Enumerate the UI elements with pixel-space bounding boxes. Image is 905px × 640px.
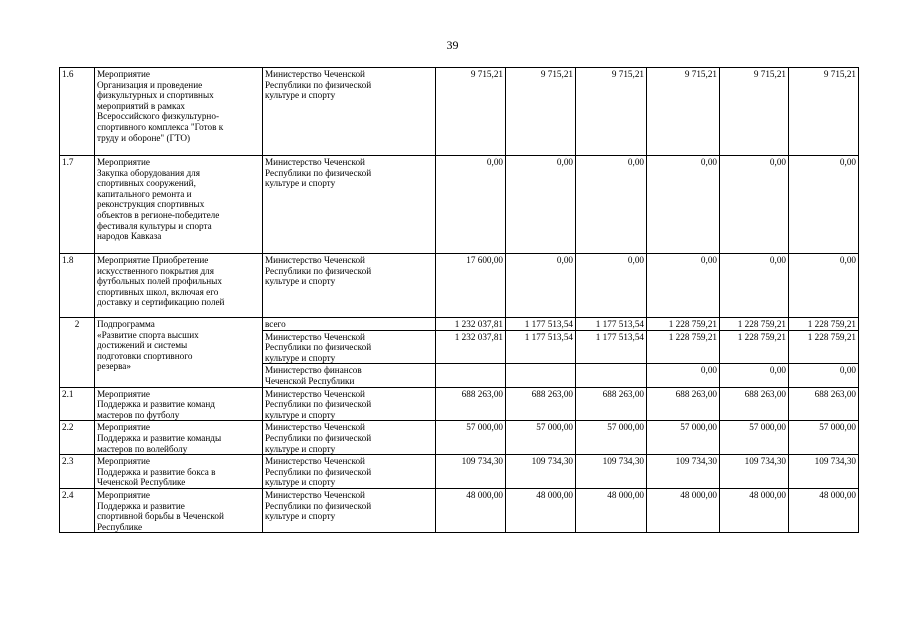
value-cell	[436, 364, 506, 387]
text-line: фестиваля культуры и спорта	[97, 220, 212, 231]
value-cell: 17 600,00	[436, 254, 506, 318]
value-cell: 109 734,30	[576, 455, 647, 489]
text-line: спортивных школ, включая его	[97, 286, 219, 297]
text-line: объектов в регионе-победителе	[97, 209, 220, 220]
value-cell: 1 177 513,54	[576, 330, 647, 364]
text-line: Подпрограмма	[97, 319, 155, 329]
value-cell: 0,00	[720, 156, 789, 254]
executor-cell	[263, 318, 436, 331]
text-line: мероприятий в рамках	[97, 100, 185, 111]
executor-cell	[263, 254, 436, 318]
value-cell: 48 000,00	[647, 488, 720, 532]
text-line: Министерство Чеченской	[265, 489, 365, 500]
value-cell: 0,00	[720, 254, 789, 318]
value-cell: 57 000,00	[436, 421, 506, 455]
text-line: доставку и сертификацию полей	[97, 297, 225, 308]
text-line: реконструкция спортивных	[97, 199, 205, 210]
value-cell: 1 228 759,21	[720, 330, 789, 364]
value-cell: 1 177 513,54	[576, 318, 647, 331]
event-cell	[95, 318, 263, 388]
row-number: 1.6	[60, 68, 95, 156]
text-line: Мероприятие	[97, 388, 150, 399]
text-line: культуре и спорту	[265, 90, 336, 101]
value-cell: 1 228 759,21	[789, 318, 859, 331]
text-line: культуре и спорту	[265, 276, 336, 287]
event-cell	[95, 254, 263, 318]
text-line: Республики по физической	[265, 500, 372, 511]
row-number: 2.3	[60, 455, 95, 489]
value-cell: 57 000,00	[576, 421, 647, 455]
text-line: Чеченской Республики	[265, 375, 355, 386]
text-line: Министерство Чеченской	[265, 69, 365, 79]
page-number: 39	[446, 38, 459, 52]
text-line: культуре и спорту	[265, 178, 336, 189]
text-line: Министерство Чеченской	[265, 422, 365, 433]
text-line: Министерство Чеченской	[265, 157, 365, 167]
table-row	[60, 387, 859, 421]
value-cell: 688 263,00	[647, 387, 720, 421]
value-cell: 9 715,21	[647, 68, 720, 156]
text-line: достижений и системы	[97, 340, 188, 351]
executor-cell	[263, 68, 436, 156]
text-line: Республики по физической	[265, 342, 372, 353]
text-line: Мероприятие	[97, 489, 150, 500]
text-line: Организация и проведение	[97, 79, 203, 90]
text-line: культуре и спорту	[265, 409, 336, 420]
value-cell: 0,00	[789, 254, 859, 318]
event-cell	[95, 488, 263, 532]
text-line: Министерство Чеченской	[265, 255, 365, 265]
text-line: культуре и спорту	[265, 443, 336, 454]
value-cell: 109 734,30	[436, 455, 506, 489]
text-line: культуре и спорту	[265, 352, 336, 363]
text-line: резерва»	[97, 361, 131, 372]
value-cell: 688 263,00	[506, 387, 576, 421]
value-cell: 9 715,21	[576, 68, 647, 156]
value-cell: 109 734,30	[789, 455, 859, 489]
value-cell: 109 734,30	[506, 455, 576, 489]
text-line: Поддержка и развитие команд	[97, 399, 215, 410]
value-cell: 1 177 513,54	[506, 330, 576, 364]
text-line: Республики по физической	[265, 466, 372, 477]
value-cell: 0,00	[506, 254, 576, 318]
text-line: всего	[265, 319, 286, 329]
value-cell: 48 000,00	[436, 488, 506, 532]
value-cell: 0,00	[647, 364, 720, 387]
text-line: труду и обороне" (ГТО)	[97, 132, 191, 143]
row-number: 2.1	[60, 387, 95, 421]
value-cell: 0,00	[576, 156, 647, 254]
text-line: Мероприятие	[97, 69, 150, 79]
executor-cell	[263, 421, 436, 455]
value-cell: 9 715,21	[436, 68, 506, 156]
table-row	[60, 455, 859, 489]
text-line: Министерство Чеченской	[265, 331, 365, 342]
value-cell	[576, 364, 647, 387]
value-cell: 109 734,30	[720, 455, 789, 489]
event-cell	[95, 387, 263, 421]
text-line: Министерство Чеченской	[265, 388, 365, 399]
table-row	[60, 421, 859, 455]
text-line: «Развитие спорта высших	[97, 329, 199, 340]
value-cell: 48 000,00	[720, 488, 789, 532]
value-cell: 57 000,00	[789, 421, 859, 455]
text-line: Республике	[97, 521, 143, 532]
row-number: 2.4	[60, 488, 95, 532]
text-line: физкультурных и спортивных	[97, 90, 214, 101]
value-cell: 0,00	[720, 364, 789, 387]
value-cell: 1 177 513,54	[506, 318, 576, 331]
text-line: Министерство финансов	[265, 365, 362, 376]
value-cell: 9 715,21	[720, 68, 789, 156]
value-cell: 688 263,00	[576, 387, 647, 421]
text-line: мастеров по волейболу	[97, 443, 188, 454]
text-line: Республики по физической	[265, 79, 372, 90]
value-cell: 0,00	[647, 156, 720, 254]
value-cell: 688 263,00	[789, 387, 859, 421]
text-line: футбольных полей профильных	[97, 276, 222, 287]
text-line: Республики по физической	[265, 432, 372, 443]
value-cell: 0,00	[506, 156, 576, 254]
executor-cell	[263, 455, 436, 489]
event-cell	[95, 455, 263, 489]
text-line: Закупка оборудования для	[97, 167, 200, 178]
text-line: Поддержка и развитие бокса в	[97, 466, 216, 477]
value-cell: 48 000,00	[576, 488, 647, 532]
value-cell: 1 232 037,81	[436, 330, 506, 364]
value-cell: 1 228 759,21	[647, 330, 720, 364]
text-line: Мероприятие	[97, 422, 150, 433]
event-cell	[95, 68, 263, 156]
table-row	[60, 156, 859, 254]
value-cell: 57 000,00	[720, 421, 789, 455]
value-cell: 1 228 759,21	[720, 318, 789, 331]
value-cell: 48 000,00	[789, 488, 859, 532]
text-line: Мероприятие	[97, 157, 150, 167]
text-line: народов Кавказа	[97, 231, 162, 242]
value-cell: 688 263,00	[436, 387, 506, 421]
table-row	[60, 254, 859, 318]
row-number: 2.2	[60, 421, 95, 455]
value-cell: 1 232 037,81	[436, 318, 506, 331]
text-line: Республики по физической	[265, 399, 372, 410]
text-line: Мероприятие	[97, 456, 150, 467]
table-body	[60, 68, 859, 533]
text-line: спортивных сооружений,	[97, 178, 196, 189]
row-number: 1.8	[60, 254, 95, 318]
event-cell	[95, 156, 263, 254]
value-cell: 0,00	[647, 254, 720, 318]
value-cell: 57 000,00	[506, 421, 576, 455]
event-cell	[95, 421, 263, 455]
value-cell: 0,00	[789, 364, 859, 387]
text-line: культуре и спорту	[265, 477, 336, 488]
executor-cell	[263, 387, 436, 421]
budget-table	[59, 67, 859, 533]
table-row	[60, 68, 859, 156]
value-cell: 688 263,00	[720, 387, 789, 421]
text-line: подготовки спортивного	[97, 350, 193, 361]
table-row	[60, 488, 859, 532]
executor-cell	[263, 364, 436, 387]
executor-cell	[263, 330, 436, 364]
text-line: капитального ремонта и	[97, 188, 192, 199]
value-cell: 0,00	[789, 156, 859, 254]
row-number: 2	[60, 318, 95, 388]
text-line: Чеченской Республике	[97, 477, 186, 488]
value-cell: 48 000,00	[506, 488, 576, 532]
text-line: Всероссийского физкультурно-	[97, 111, 219, 122]
value-cell	[506, 364, 576, 387]
text-line: искусственного покрытия для	[97, 265, 214, 276]
text-line: Республики по физической	[265, 167, 372, 178]
value-cell: 0,00	[436, 156, 506, 254]
value-cell: 57 000,00	[647, 421, 720, 455]
value-cell: 0,00	[576, 254, 647, 318]
text-line: Поддержка и развитие команды	[97, 432, 222, 443]
text-line: спортивного комплекса "Готов к	[97, 121, 224, 132]
executor-cell	[263, 156, 436, 254]
value-cell: 9 715,21	[789, 68, 859, 156]
table-row	[60, 318, 859, 331]
value-cell: 1 228 759,21	[647, 318, 720, 331]
text-line: Республики по физической	[265, 265, 372, 276]
text-line: Министерство Чеченской	[265, 456, 365, 467]
executor-cell	[263, 488, 436, 532]
value-cell: 1 228 759,21	[789, 330, 859, 364]
value-cell: 109 734,30	[647, 455, 720, 489]
text-line: спортивной борьбы в Чеченской	[97, 511, 224, 522]
row-number: 1.7	[60, 156, 95, 254]
value-cell: 9 715,21	[506, 68, 576, 156]
text-line: культуре и спорту	[265, 511, 336, 522]
text-line: Поддержка и развитие	[97, 500, 185, 511]
text-line: Мероприятие Приобретение	[97, 255, 209, 265]
text-line: мастеров по футболу	[97, 409, 180, 420]
